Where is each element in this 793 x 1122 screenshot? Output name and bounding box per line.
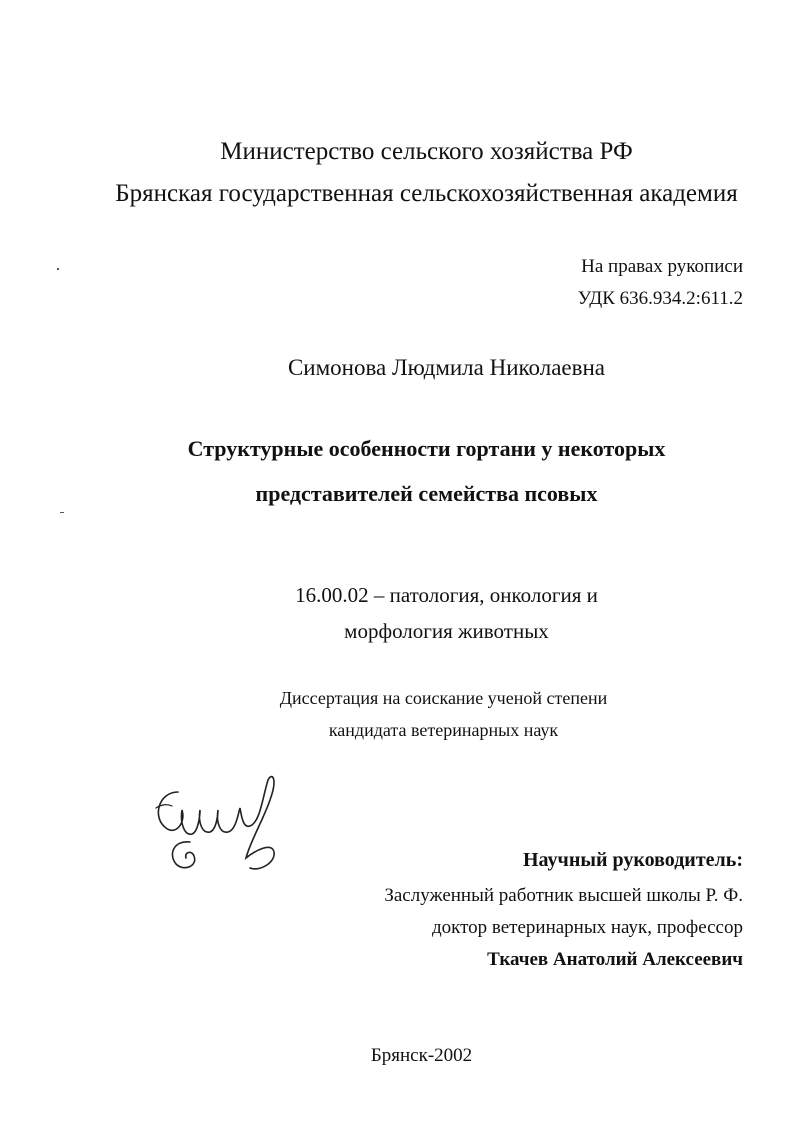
thesis-title-line-2: представителей семейства псовых — [255, 481, 598, 506]
city-year: Брянск-2002 — [370, 1045, 473, 1066]
specialty-line-1: 16.00.02 – патология, онкология и — [295, 583, 598, 607]
supervisor-heading: Научный руководитель: — [523, 849, 743, 871]
dissertation-line-1: Диссертация на соискание ученой степени — [279, 688, 608, 708]
supervisor-name: Ткачев Анатолий Алексеевич — [487, 949, 743, 970]
dissertation-line-2: кандидата ветеринарных наук — [328, 720, 559, 740]
manuscript-rights: На правах рукописи — [581, 256, 743, 277]
scan-speck — [57, 268, 59, 270]
scan-speck — [60, 512, 64, 513]
supervisor-title-2: доктор ветеринарных наук, профессор — [431, 917, 743, 938]
author-name: Симонова Людмила Николаевна — [287, 355, 606, 380]
handwritten-signature — [150, 770, 290, 890]
supervisor-title-1: Заслуженный работник высшей школы Р. Ф. — [384, 885, 743, 906]
specialty-line-2: морфология животных — [344, 619, 549, 643]
academy-title: Брянская государственная сельскохозяйственная академия — [115, 180, 738, 207]
ministry-title: Министерство сельского хозяйства РФ — [220, 138, 633, 165]
udk-code: УДК 636.934.2:611.2 — [577, 288, 743, 309]
thesis-title-line-1: Структурные особенности гортани у некоторых — [187, 436, 666, 461]
